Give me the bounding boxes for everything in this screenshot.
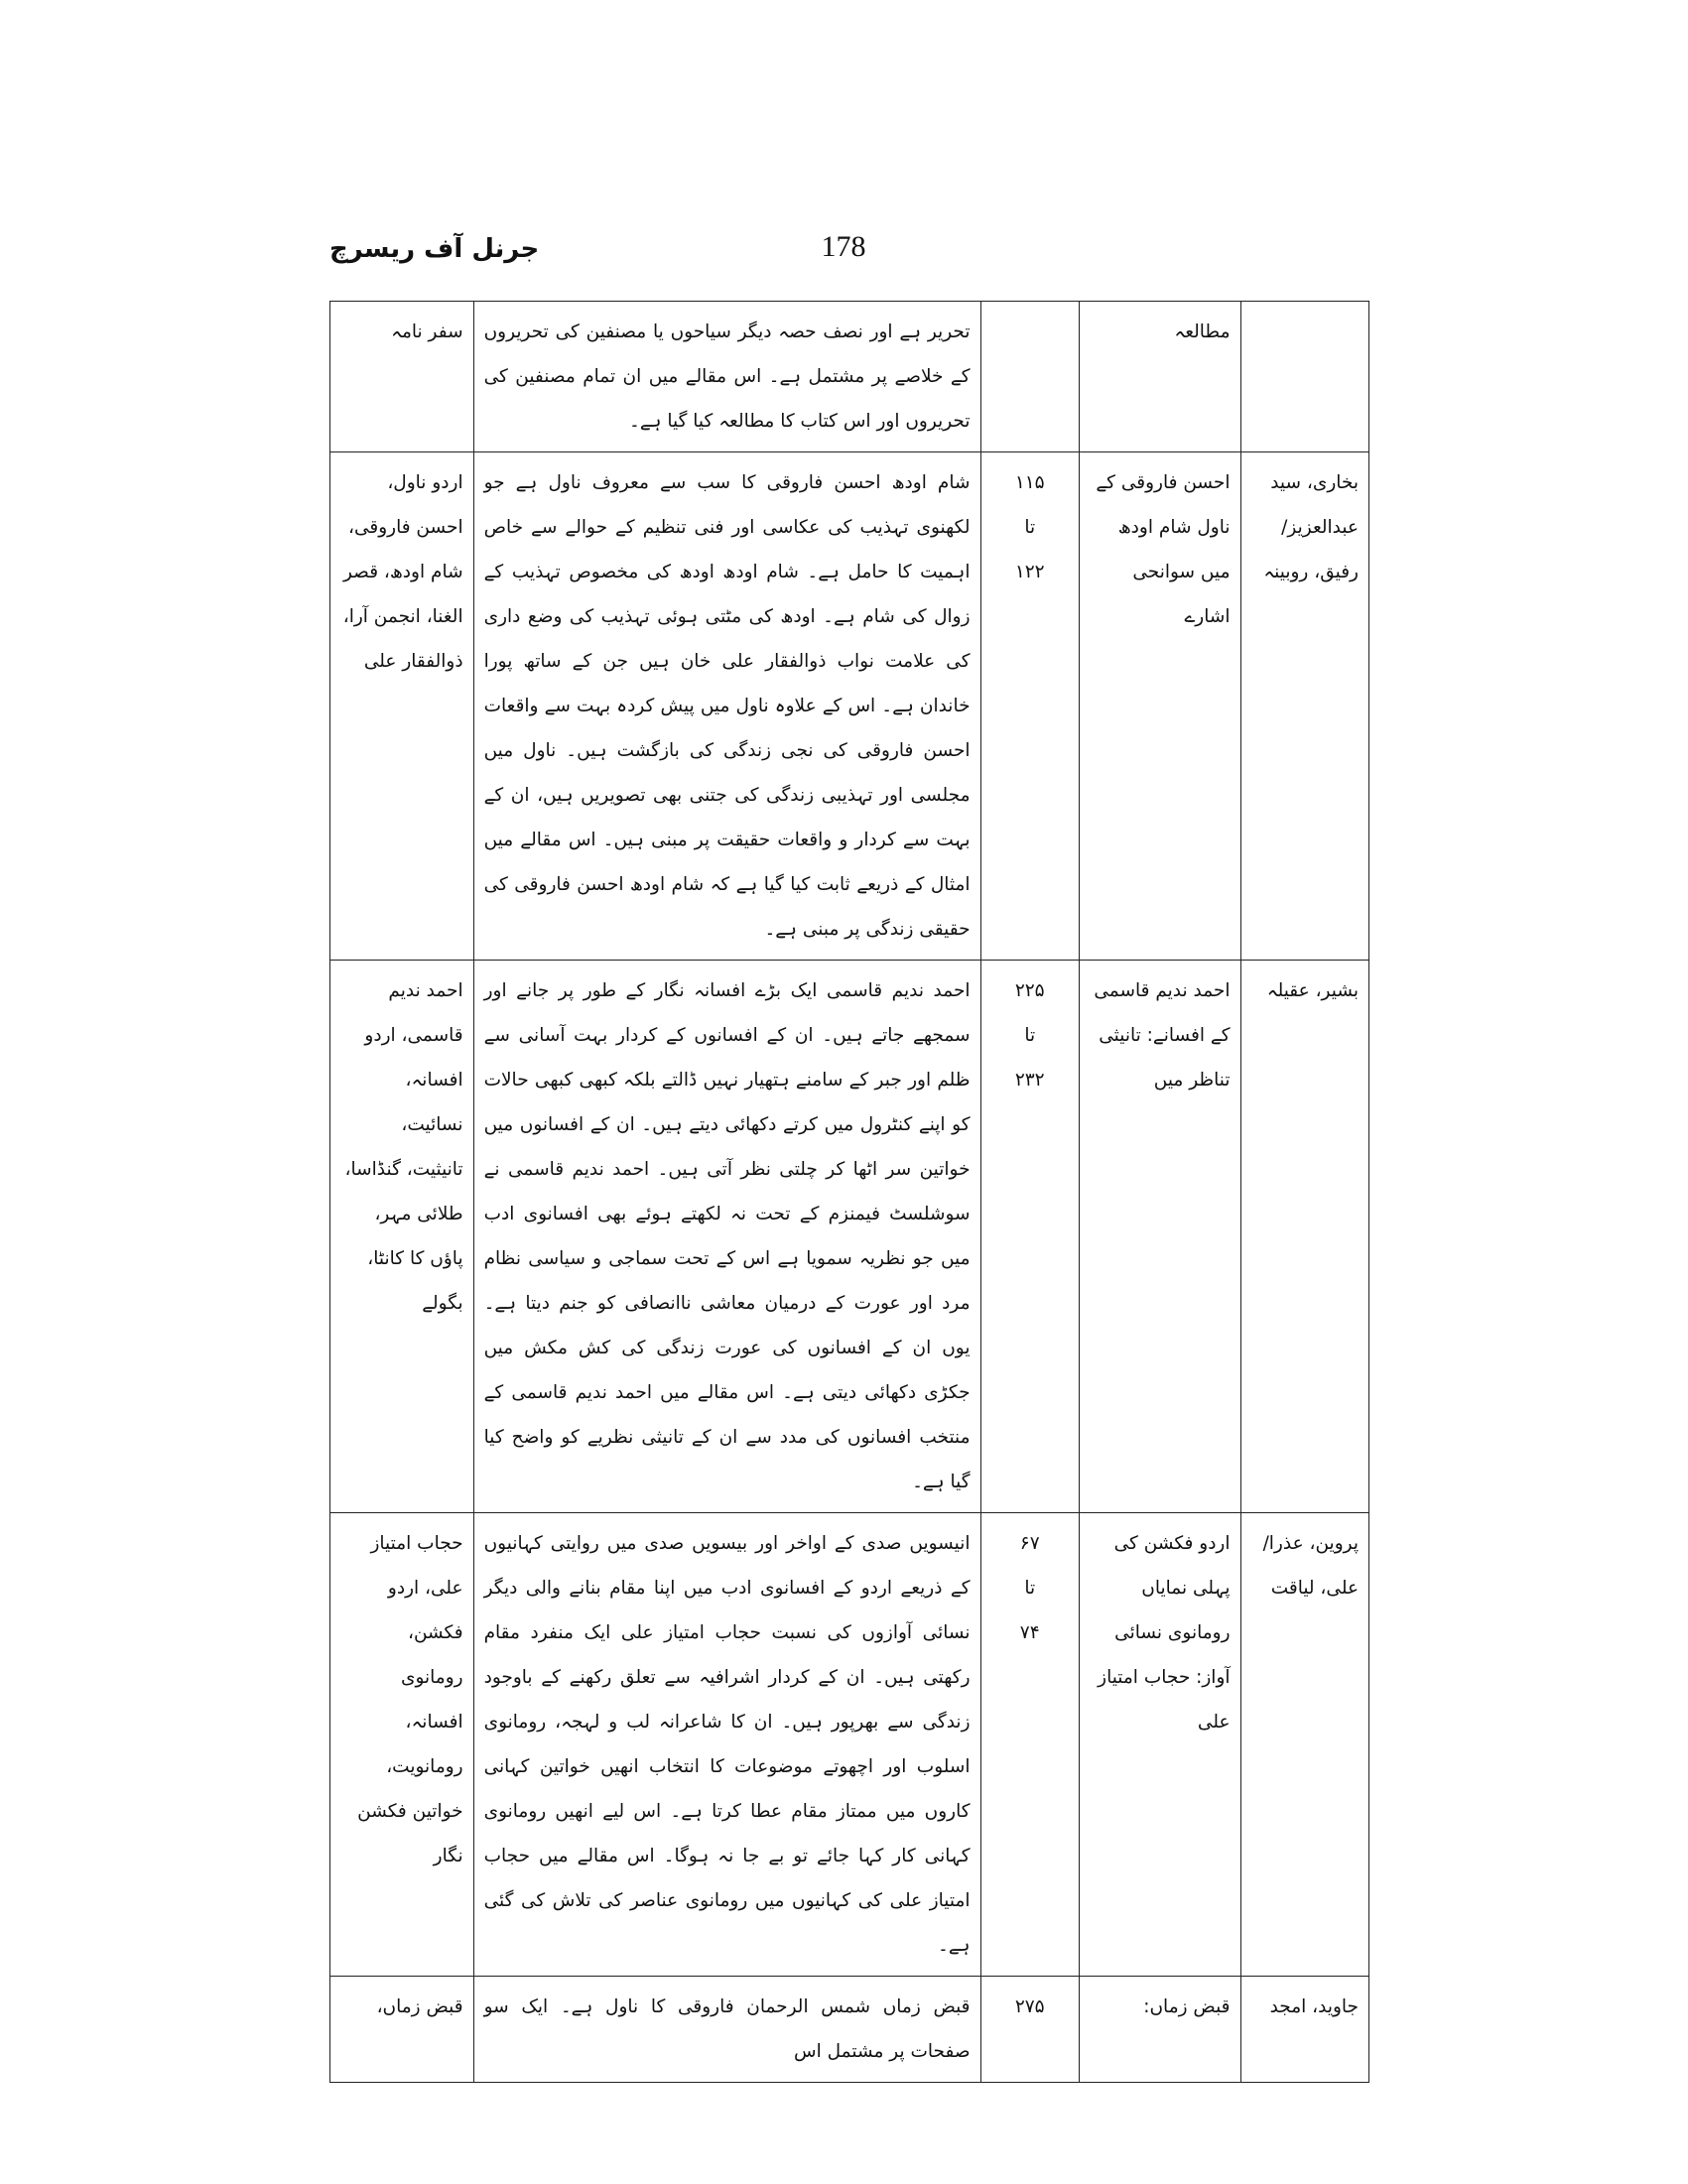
keywords-cell: اردو ناول، احسن فاروقی، شام اودھ، قصر الغنا، انجمن آرا، ذوالفقار علی xyxy=(330,452,474,961)
article-title-cell: قبض زماں: xyxy=(1079,1977,1240,2083)
author-cell: پروین، عذرا/ علی، لیاقت xyxy=(1240,1513,1368,1977)
table-row xyxy=(330,1977,1369,2083)
keywords-cell: احمد ندیم قاسمی، اردو افسانہ، نسائیت، تانیثیت، گنڈاسا، طلائی مہر، پاؤں کا کانٹا، بگولے xyxy=(330,961,474,1513)
author-cell: بشیر، عقیلہ xyxy=(1240,961,1368,1513)
abstract-cell: شام اودھ احسن فاروقی کا سب سے معروف ناول ہے جو لکھنوی تہذیب کی عکاسی اور فنی تنظیم کے حوالے سے خاص اہمیت کا حامل ہے۔ شام اودھ اودھ کی مخصوص تہذیب کے زوال کی شام ہے۔ اودھ کی مٹتی ہوئی تہذیب کی وضع داری کی علامت نواب ذوالفقار علی خان ہیں جن کے ساتھ پورا خاندان ہے۔ اس کے علاوہ ناول میں پیش کردہ بہت سے واقعات احسن فاروقی کی نجی زندگی کی بازگشت ہیں۔ ناول میں مجلسی اور تہذیبی زندگی کی جتنی بھی تصویریں ہیں، ان کے بہت سے کردار و واقعات حقیقت پر مبنی ہیں۔ اس مقالے میں امثال کے ذریعے ثابت کیا گیا ہے کہ شام اودھ احسن فاروقی کی حقیقی زندگی پر مبنی ہے۔ xyxy=(473,452,980,961)
article-index-table xyxy=(329,301,1369,2083)
keywords-cell: سفر نامہ xyxy=(330,302,474,452)
author-cell: جاوید، امجد xyxy=(1240,1977,1368,2083)
article-title-cell: مطالعہ xyxy=(1079,302,1240,452)
page-to: تا xyxy=(1024,1025,1036,1046)
page-end: ۱۲۲ xyxy=(1014,562,1045,582)
pages-cell xyxy=(980,1513,1079,1977)
article-title-cell: اردو فکشن کی پہلی نمایاں رومانوی نسائی آواز: حجاب امتیاز علی xyxy=(1079,1513,1240,1977)
page-end: ۷۴ xyxy=(1019,1622,1040,1643)
abstract-cell: انیسویں صدی کے اواخر اور بیسویں صدی میں روایتی کہانیوں کے ذریعے اردو کے افسانوی ادب میں اپنا مقام بنانے والی دیگر نسائی آوازوں کی نسبت حجاب امتیاز علی ایک منفرد مقام رکھتی ہیں۔ ان کے کردار اشرافیہ سے تعلق رکھنے کے باوجود زندگی سے بھرپور ہیں۔ ان کا شاعرانہ لب و لہجہ، رومانوی اسلوب اور اچھوتے موضوعات کا انتخاب انھیں خواتین کہانی کاروں میں ممتاز مقام عطا کرتا ہے۔ اس لیے انھیں رومانوی کہانی کار کہا جائے تو بے جا نہ ہوگا۔ اس مقالے میں حجاب امتیاز علی کی کہانیوں میں رومانوی عناصر کی تلاش کی گئی ہے۔ xyxy=(473,1513,980,1977)
abstract-cell: قبض زماں شمس الرحمان فاروقی کا ناول ہے۔ ایک سو صفحات پر مشتمل اس xyxy=(473,1977,980,2083)
table-row xyxy=(330,961,1369,1513)
author-cell xyxy=(1240,302,1368,452)
author-cell: بخاری، سید عبدالعزیز/ رفیق، روبینہ xyxy=(1240,452,1368,961)
article-title-cell: احمد ندیم قاسمی کے افسانے: تانیثی تناظر میں xyxy=(1079,961,1240,1513)
journal-title: جرنل آف ریسرچ xyxy=(329,234,540,264)
abstract-cell: احمد ندیم قاسمی ایک بڑے افسانہ نگار کے طور پر جانے اور سمجھے جاتے ہیں۔ ان کے افسانوں کے کردار بہت آسانی سے ظلم اور جبر کے سامنے ہتھیار نہیں ڈالتے بلکہ کبھی کبھی حالات کو اپنے کنٹرول میں کرتے دکھائی دیتے ہیں۔ ان کے افسانوں میں خواتین سر اٹھا کر چلتی نظر آتی ہیں۔ احمد ندیم قاسمی نے سوشلسٹ فیمنزم کے تحت نہ لکھتے ہوئے بھی افسانوی ادب میں جو نظریہ سمویا ہے اس کے تحت سماجی و سیاسی نظام مرد اور عورت کے درمیان معاشی ناانصافی کو جنم دیتا ہے۔ یوں ان کے افسانوں کی عورت زندگی کی کش مکش میں جکڑی دکھائی دیتی ہے۔ اس مقالے میں احمد ندیم قاسمی کے منتخب افسانوں کی مدد سے ان کے تانیثی نظریے کو واضح کیا گیا ہے۔ xyxy=(473,961,980,1513)
pages-cell xyxy=(980,452,1079,961)
keywords-cell: حجاب امتیاز علی، اردو فکشن، رومانوی افسانہ، رومانویت، خواتین فکشن نگار xyxy=(330,1513,474,1977)
page-start: ۲۷۵ xyxy=(1014,1996,1045,2017)
page-start: ۲۲۵ xyxy=(1014,980,1045,1001)
page-to: تا xyxy=(1024,1578,1036,1599)
page-number: 178 xyxy=(821,230,866,263)
article-title-cell: احسن فاروقی کے ناول شام اودھ میں سوانحی اشارے xyxy=(1079,452,1240,961)
pages-cell xyxy=(980,302,1079,452)
table-row xyxy=(330,1513,1369,1977)
pages-cell xyxy=(980,961,1079,1513)
page-start: ۱۱۵ xyxy=(1014,472,1045,493)
table-row xyxy=(330,302,1369,452)
table-row xyxy=(330,452,1369,961)
abstract-cell: تحریر ہے اور نصف حصہ دیگر سیاحوں یا مصنفین کی تحریروں کے خلاصے پر مشتمل ہے۔ اس مقالے میں ان تمام مصنفین کی تحریروں اور اس کتاب کا مطالعہ کیا گیا ہے۔ xyxy=(473,302,980,452)
page-to: تا xyxy=(1024,517,1036,538)
pages-cell xyxy=(980,1977,1079,2083)
page-end: ۲۳۲ xyxy=(1014,1070,1045,1091)
page-start: ۶۷ xyxy=(1019,1533,1040,1554)
keywords-cell: قبض زماں، xyxy=(330,1977,474,2083)
